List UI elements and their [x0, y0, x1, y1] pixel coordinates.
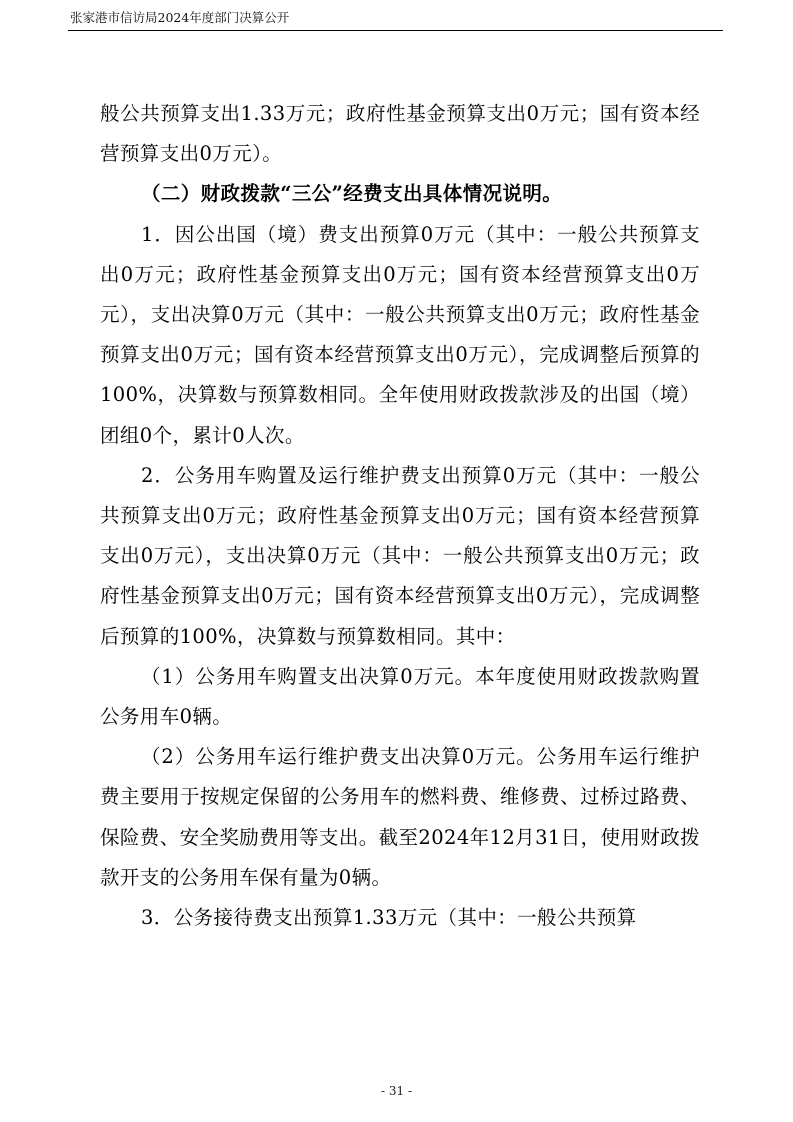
document-body: [100, 94, 700, 938]
paragraph-official-vehicles: 2．公务用车购置及运行维护费支出预算0万元（其中：一般公共预算支出0万元；政府性基金预算支出0万元；国有资本经营预算支出0万元），支出决算0万元（其中：一般公共预算支出0万元；政府性基金预算支出0万元；国有资本经营预算支出0万元），完成调整后预算的100%，决算数与预算数相同。其中：: [100, 463, 700, 648]
page-header: [68, 8, 723, 31]
section-heading: （二）财政拨款“三公”经费支出具体情况说明。: [140, 182, 563, 206]
paragraph-overseas-travel: 1．因公出国（境）费支出预算0万元（其中：一般公共预算支出0万元；政府性基金预算支出0万元；国有资本经营预算支出0万元），支出决算0万元（其中：一般公共预算支出0万元；政府性基金预算支出0万元；国有资本经营预算支出0万元），完成调整后预算的100%，决算数与预算数相同。全年使用财政拨款涉及的出国（境）团组0个，累计0人次。: [100, 222, 700, 447]
paragraph-continuation: 般公共预算支出1.33万元；政府性基金预算支出0万元；国有资本经营预算支出0万元）。: [100, 102, 700, 166]
header-title: 张家港市信访局2024年度部门决算公开: [70, 10, 290, 25]
paragraph-vehicle-maintenance: （2）公务用车运行维护费支出决算0万元。公务用车运行维护费主要用于按规定保留的公务用车的燃料费、维修费、过桥过路费、保险费、安全奖励费用等支出。截至2024年12月31日，使用财政拨款开支的公务用车保有量为0辆。: [100, 745, 700, 889]
paragraph-vehicle-purchase: （1）公务用车购置支出决算0万元。本年度使用财政拨款购置公务用车0辆。: [100, 664, 700, 729]
page-number: - 31 -: [380, 1084, 412, 1098]
paragraph-reception: 3．公务接待费支出预算1.33万元（其中：一般公共预算: [140, 906, 637, 930]
